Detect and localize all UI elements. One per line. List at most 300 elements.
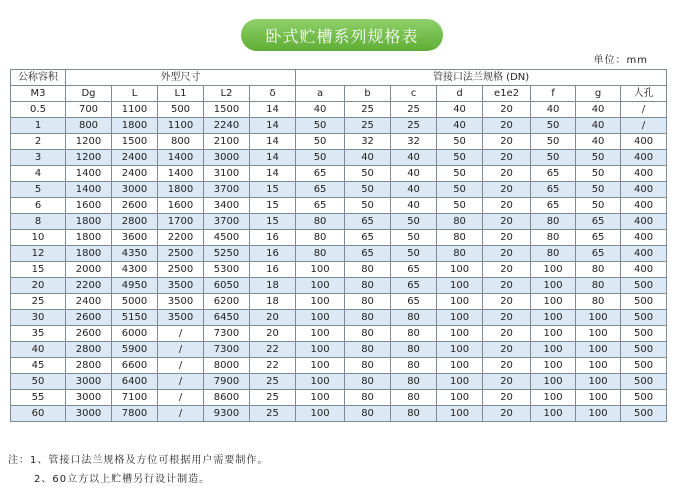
table-cell: 15 <box>250 182 296 198</box>
table-cell: 1200 <box>66 150 112 166</box>
table-cell: 20 <box>483 102 531 118</box>
table-cell: 100 <box>437 310 483 326</box>
table-row <box>11 246 667 262</box>
table-cell: 100 <box>296 278 345 294</box>
table-cell: 65 <box>576 214 621 230</box>
table-cell: 500 <box>621 278 667 294</box>
table-cell: 3000 <box>66 374 112 390</box>
table-cell: 20 <box>483 406 531 422</box>
table-cell: 25 <box>250 390 296 406</box>
table-row <box>11 182 667 198</box>
table-cell: 50 <box>391 230 437 246</box>
table-cell: 4300 <box>112 262 158 278</box>
table-cell: 20 <box>483 310 531 326</box>
table-cell: 100 <box>576 326 621 342</box>
table-cell: 400 <box>621 262 667 278</box>
table-cell: 50 <box>576 198 621 214</box>
header-col: f <box>531 86 576 102</box>
table-cell: 1 <box>11 118 66 134</box>
table-cell: 80 <box>531 246 576 262</box>
table-cell: 65 <box>345 214 391 230</box>
table-cell: 5300 <box>204 262 250 278</box>
table-cell: 40 <box>391 150 437 166</box>
table-cell: 65 <box>531 166 576 182</box>
table-cell: 50 <box>11 374 66 390</box>
table-cell: 1400 <box>66 166 112 182</box>
table-cell: 65 <box>531 182 576 198</box>
table-cell: 40 <box>576 134 621 150</box>
table-row <box>11 198 667 214</box>
table-row <box>11 342 667 358</box>
table-cell: 500 <box>621 310 667 326</box>
table-cell: 3000 <box>66 406 112 422</box>
table-cell: 100 <box>576 390 621 406</box>
table-cell: 5250 <box>204 246 250 262</box>
table-cell: 4950 <box>112 278 158 294</box>
table-cell: 2800 <box>66 358 112 374</box>
table-cell: 2200 <box>158 230 204 246</box>
table-row <box>11 390 667 406</box>
table-cell: 100 <box>437 262 483 278</box>
table-cell: 16 <box>250 246 296 262</box>
header-col: b <box>345 86 391 102</box>
table-cell: 65 <box>531 198 576 214</box>
table-cell: 40 <box>531 102 576 118</box>
table-cell: 100 <box>437 294 483 310</box>
table-cell: 100 <box>576 342 621 358</box>
table-cell: 65 <box>391 278 437 294</box>
table-cell: 60 <box>11 406 66 422</box>
table-cell: 100 <box>531 278 576 294</box>
table-cell: 20 <box>483 374 531 390</box>
table-cell: 2800 <box>112 214 158 230</box>
table-cell: 45 <box>11 358 66 374</box>
table-cell: 0.5 <box>11 102 66 118</box>
table-cell: 100 <box>437 390 483 406</box>
table-cell: 25 <box>345 118 391 134</box>
table-cell: 80 <box>345 326 391 342</box>
table-cell: 65 <box>296 166 345 182</box>
table-cell: 80 <box>345 262 391 278</box>
header-col: d <box>437 86 483 102</box>
table-cell: 3700 <box>204 182 250 198</box>
table-cell: 1800 <box>112 118 158 134</box>
note-2: 2、60立方以上贮槽另行设计制造。 <box>34 474 211 485</box>
table-cell: 100 <box>437 278 483 294</box>
table-cell: 2500 <box>158 246 204 262</box>
table-cell: 6400 <box>112 374 158 390</box>
table-cell: 50 <box>391 214 437 230</box>
table-cell: 2400 <box>66 294 112 310</box>
table-cell: 100 <box>531 374 576 390</box>
table-cell: 80 <box>391 374 437 390</box>
table-cell: 50 <box>576 182 621 198</box>
table-cell: 100 <box>437 326 483 342</box>
table-cell: 100 <box>296 390 345 406</box>
table-cell: 65 <box>345 246 391 262</box>
table-cell: 2000 <box>66 262 112 278</box>
table-cell: 32 <box>391 134 437 150</box>
table-row <box>11 326 667 342</box>
table-cell: 1800 <box>66 230 112 246</box>
table-cell: 100 <box>296 310 345 326</box>
table-cell: 40 <box>576 118 621 134</box>
table-cell: 50 <box>437 134 483 150</box>
table-cell: 22 <box>250 342 296 358</box>
table-cell: 400 <box>621 246 667 262</box>
table-row <box>11 102 667 118</box>
table-cell: 20 <box>483 134 531 150</box>
table-cell: 3600 <box>112 230 158 246</box>
table-cell: 1100 <box>112 102 158 118</box>
table-cell: 50 <box>576 166 621 182</box>
table-cell: 40 <box>391 166 437 182</box>
table-cell: 2600 <box>112 198 158 214</box>
table-row <box>11 294 667 310</box>
table-cell: 1700 <box>158 214 204 230</box>
table-cell: 35 <box>11 326 66 342</box>
table-cell: 40 <box>437 118 483 134</box>
table-cell: 6200 <box>204 294 250 310</box>
table-row <box>11 214 667 230</box>
table-cell: 9300 <box>204 406 250 422</box>
unit-label: 单位：mm <box>593 55 648 66</box>
table-cell: 80 <box>345 294 391 310</box>
table-cell: 100 <box>531 342 576 358</box>
table-cell: 80 <box>345 358 391 374</box>
header-row-1 <box>11 70 667 86</box>
table-cell: 50 <box>391 246 437 262</box>
header-col: e1e2 <box>483 86 531 102</box>
table-cell: 20 <box>483 214 531 230</box>
table-cell: 40 <box>296 102 345 118</box>
table-cell: 80 <box>531 230 576 246</box>
header-col: Dg <box>66 86 112 102</box>
table-cell: 1800 <box>66 214 112 230</box>
table-cell: 80 <box>576 294 621 310</box>
table-cell: 55 <box>11 390 66 406</box>
table-cell: 8 <box>11 214 66 230</box>
table-cell: 40 <box>576 102 621 118</box>
table-row <box>11 406 667 422</box>
table-cell: 65 <box>345 230 391 246</box>
table-cell: 50 <box>437 198 483 214</box>
table-cell: 3500 <box>158 278 204 294</box>
table-cell: 80 <box>345 374 391 390</box>
table-cell: 20 <box>483 262 531 278</box>
table-cell: 80 <box>345 342 391 358</box>
table-cell: 65 <box>296 182 345 198</box>
table-cell: 14 <box>250 102 296 118</box>
table-cell: 80 <box>531 214 576 230</box>
table-cell: / <box>621 118 667 134</box>
table-cell: / <box>158 374 204 390</box>
table-cell: 50 <box>296 150 345 166</box>
table-cell: / <box>158 326 204 342</box>
table-cell: 2600 <box>66 310 112 326</box>
table-cell: 25 <box>345 102 391 118</box>
table-cell: 400 <box>621 214 667 230</box>
table-cell: 1400 <box>158 166 204 182</box>
table-cell: 20 <box>483 246 531 262</box>
table-cell: 50 <box>345 182 391 198</box>
table-cell: 4 <box>11 166 66 182</box>
table-cell: 80 <box>391 358 437 374</box>
table-cell: 6000 <box>112 326 158 342</box>
table-cell: 40 <box>345 150 391 166</box>
table-cell: 20 <box>483 182 531 198</box>
table-cell: 65 <box>296 198 345 214</box>
table-cell: 80 <box>296 214 345 230</box>
table-cell: 2200 <box>66 278 112 294</box>
table-cell: 2400 <box>112 166 158 182</box>
table-cell: / <box>158 358 204 374</box>
table-cell: 100 <box>531 294 576 310</box>
table-cell: 100 <box>531 406 576 422</box>
table-cell: 400 <box>621 166 667 182</box>
table-cell: 100 <box>531 390 576 406</box>
table-cell: 22 <box>250 358 296 374</box>
table-cell: 50 <box>345 166 391 182</box>
table-cell: 100 <box>576 310 621 326</box>
table-cell: 100 <box>296 294 345 310</box>
table-cell: 500 <box>621 390 667 406</box>
table-cell: 16 <box>250 230 296 246</box>
table-cell: / <box>158 342 204 358</box>
table-cell: 25 <box>250 374 296 390</box>
table-cell: 32 <box>345 134 391 150</box>
table-cell: 100 <box>531 310 576 326</box>
table-cell: 100 <box>296 374 345 390</box>
table-cell: 14 <box>250 166 296 182</box>
table-cell: 500 <box>621 294 667 310</box>
table-cell: 20 <box>483 150 531 166</box>
header-capacity: 公称容积 <box>11 70 66 86</box>
table-cell: 18 <box>250 294 296 310</box>
table-cell: 25 <box>391 118 437 134</box>
table-cell: 65 <box>391 294 437 310</box>
table-cell: 20 <box>11 278 66 294</box>
table-cell: 20 <box>250 310 296 326</box>
table-cell: 65 <box>576 246 621 262</box>
table-row <box>11 374 667 390</box>
table-cell: 20 <box>483 278 531 294</box>
table-cell: 500 <box>621 326 667 342</box>
table-cell: 2400 <box>112 150 158 166</box>
table-cell: 1600 <box>66 198 112 214</box>
table-cell: 7900 <box>204 374 250 390</box>
table-cell: 20 <box>483 294 531 310</box>
table-cell: 80 <box>437 230 483 246</box>
table-cell: 15 <box>250 214 296 230</box>
table-cell: 1100 <box>158 118 204 134</box>
table-cell: 4350 <box>112 246 158 262</box>
table-cell: 400 <box>621 198 667 214</box>
table-cell: 1600 <box>158 198 204 214</box>
header-col: g <box>576 86 621 102</box>
table-cell: / <box>158 406 204 422</box>
table-cell: 400 <box>621 134 667 150</box>
table-cell: 65 <box>576 230 621 246</box>
table-cell: 20 <box>483 198 531 214</box>
table-cell: 3000 <box>112 182 158 198</box>
table-cell: 1800 <box>158 182 204 198</box>
table-cell: 2240 <box>204 118 250 134</box>
table-cell: 500 <box>158 102 204 118</box>
table-cell: 20 <box>250 326 296 342</box>
table-cell: 14 <box>250 150 296 166</box>
table-cell: 50 <box>296 118 345 134</box>
table-cell: 100 <box>576 358 621 374</box>
table-cell: 80 <box>296 230 345 246</box>
table-cell: 50 <box>437 182 483 198</box>
table-cell: 100 <box>296 358 345 374</box>
table-cell: 3400 <box>204 198 250 214</box>
header-outer-dimensions: 外型尺寸 <box>66 70 296 86</box>
table-cell: 3500 <box>158 310 204 326</box>
table-cell: 100 <box>296 342 345 358</box>
table-cell: 7300 <box>204 326 250 342</box>
table-cell: 700 <box>66 102 112 118</box>
table-cell: 80 <box>391 406 437 422</box>
table-cell: 20 <box>483 342 531 358</box>
table-cell: 100 <box>437 406 483 422</box>
table-cell: 18 <box>250 278 296 294</box>
table-cell: 800 <box>158 134 204 150</box>
table-cell: 50 <box>437 166 483 182</box>
table-cell: 8600 <box>204 390 250 406</box>
table-cell: 400 <box>621 230 667 246</box>
table-cell: 1500 <box>204 102 250 118</box>
table-cell: 50 <box>345 198 391 214</box>
table-cell: 80 <box>391 390 437 406</box>
table-row <box>11 166 667 182</box>
table-cell: 40 <box>437 102 483 118</box>
table-cell: 3000 <box>204 150 250 166</box>
table-cell: 2600 <box>66 326 112 342</box>
table-row <box>11 278 667 294</box>
table-cell: 5150 <box>112 310 158 326</box>
header-col: L2 <box>204 86 250 102</box>
table-cell: 14 <box>250 118 296 134</box>
table-cell: 7800 <box>112 406 158 422</box>
table-row <box>11 134 667 150</box>
notes <box>8 451 268 489</box>
table-cell: 400 <box>621 182 667 198</box>
table-cell: / <box>621 102 667 118</box>
table-cell: 5000 <box>112 294 158 310</box>
table-cell: 1200 <box>66 134 112 150</box>
page-title: 卧式贮槽系列规格表 <box>241 19 443 51</box>
table-row <box>11 262 667 278</box>
table-cell: 80 <box>576 278 621 294</box>
header-capacity-unit: M3 <box>11 86 66 102</box>
table-cell: 100 <box>531 326 576 342</box>
table-cell: 100 <box>437 374 483 390</box>
table-row <box>11 150 667 166</box>
table-cell: 100 <box>576 374 621 390</box>
table-cell: 100 <box>437 342 483 358</box>
table-cell: 500 <box>621 374 667 390</box>
table-cell: 5 <box>11 182 66 198</box>
table-cell: 6 <box>11 198 66 214</box>
table-cell: 100 <box>531 358 576 374</box>
table-cell: 50 <box>531 118 576 134</box>
table-cell: 100 <box>531 262 576 278</box>
table-cell: 100 <box>576 406 621 422</box>
table-row <box>11 358 667 374</box>
table-cell: 2500 <box>158 262 204 278</box>
table-cell: 3100 <box>204 166 250 182</box>
table-cell: 80 <box>576 262 621 278</box>
table-cell: 7300 <box>204 342 250 358</box>
header-row-2 <box>11 86 667 102</box>
table-cell: 20 <box>483 230 531 246</box>
table-cell: 65 <box>391 262 437 278</box>
table-cell: 100 <box>437 358 483 374</box>
table-cell: 2100 <box>204 134 250 150</box>
header-nozzle-spec: 管接口法兰规格 (DN) <box>296 70 667 86</box>
table-cell: 6450 <box>204 310 250 326</box>
table-cell: 50 <box>531 150 576 166</box>
table-cell: 20 <box>483 118 531 134</box>
table-cell: 100 <box>296 262 345 278</box>
table-cell: / <box>158 390 204 406</box>
table-cell: 800 <box>66 118 112 134</box>
header-col: c <box>391 86 437 102</box>
table-cell: 20 <box>483 358 531 374</box>
table-cell: 80 <box>345 278 391 294</box>
table-cell: 100 <box>296 326 345 342</box>
table-cell: 16 <box>250 262 296 278</box>
table-cell: 80 <box>345 406 391 422</box>
table-cell: 80 <box>437 214 483 230</box>
table-cell: 40 <box>391 182 437 198</box>
header-col: a <box>296 86 345 102</box>
header-col: δ <box>250 86 296 102</box>
table-cell: 25 <box>11 294 66 310</box>
table-cell: 50 <box>296 134 345 150</box>
table-cell: 50 <box>531 134 576 150</box>
table-cell: 5900 <box>112 342 158 358</box>
table-cell: 20 <box>483 166 531 182</box>
table-cell: 1800 <box>66 246 112 262</box>
table-cell: 100 <box>296 406 345 422</box>
note-1: 注：1、管接口法兰规格及方位可根据用户需要制作。 <box>8 455 269 466</box>
spec-table <box>10 69 667 422</box>
table-cell: 40 <box>11 342 66 358</box>
table-cell: 80 <box>345 390 391 406</box>
header-col: 人孔 <box>621 86 667 102</box>
table-cell: 25 <box>250 406 296 422</box>
table-cell: 15 <box>250 198 296 214</box>
table-cell: 1400 <box>66 182 112 198</box>
table-cell: 2800 <box>66 342 112 358</box>
table-row <box>11 230 667 246</box>
table-cell: 15 <box>11 262 66 278</box>
table-cell: 3500 <box>158 294 204 310</box>
table-cell: 500 <box>621 342 667 358</box>
table-cell: 3000 <box>66 390 112 406</box>
table-cell: 1400 <box>158 150 204 166</box>
table-cell: 500 <box>621 406 667 422</box>
table-cell: 12 <box>11 246 66 262</box>
table-cell: 25 <box>391 102 437 118</box>
table-cell: 6600 <box>112 358 158 374</box>
table-cell: 3700 <box>204 214 250 230</box>
table-cell: 30 <box>11 310 66 326</box>
table-cell: 50 <box>576 150 621 166</box>
